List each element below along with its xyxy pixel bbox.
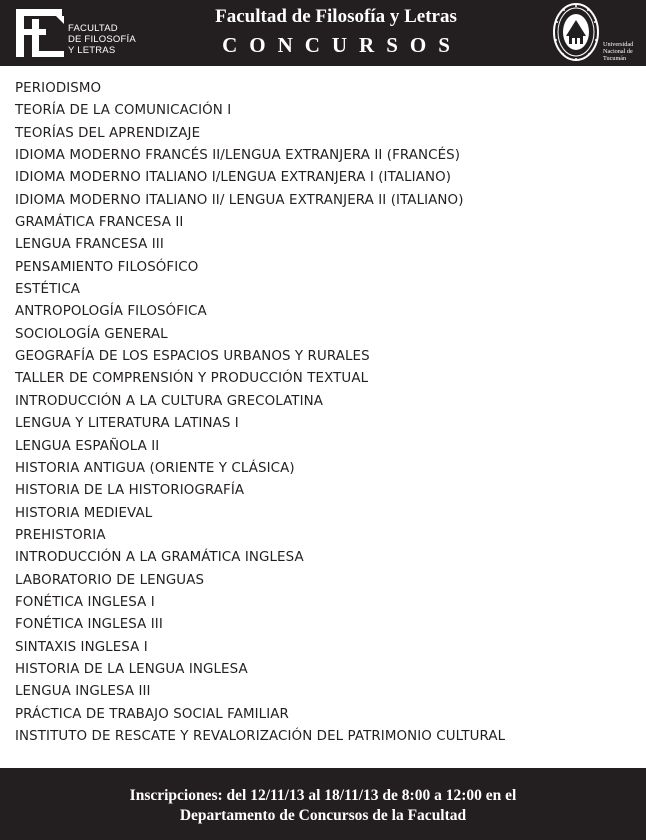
course-item: PENSAMIENTO FILOSÓFICO — [15, 259, 199, 275]
university-line: Nacional de — [603, 48, 633, 55]
course-item: SINTAXIS INGLESA I — [15, 639, 148, 655]
page-subtitle: CONCURSOS — [222, 33, 462, 57]
course-item: ESTÉTICA — [15, 282, 81, 298]
logo-line: DE FILOSOFÍA — [68, 34, 136, 45]
ffyl-logo-icon — [12, 5, 68, 61]
course-item: LENGUA FRANCESA III — [15, 237, 164, 253]
course-item: LENGUA INGLESA III — [15, 684, 151, 700]
course-item: HISTORIA MEDIEVAL — [15, 505, 153, 521]
course-item: GRAMÁTICA FRANCESA II — [15, 215, 184, 231]
course-item: FONÉTICA INGLESA III — [15, 617, 163, 633]
course-item: TALLER DE COMPRENSIÓN Y PRODUCCIÓN TEXTUAL — [15, 371, 369, 387]
university-seal-icon — [552, 2, 600, 62]
university-name — [603, 41, 645, 62]
registration-dates: Inscripciones: del 12/11/13 al 18/11/13 de 8:00 a 12:00 en el — [129, 787, 517, 804]
course-item: LENGUA ESPAÑOLA II — [15, 438, 160, 454]
course-item: PREHISTORIA — [15, 527, 106, 543]
course-item: SOCIOLOGÍA GENERAL — [15, 326, 168, 342]
faculty-logo-text — [68, 23, 136, 56]
course-item: INTRODUCCIÓN A LA CULTURA GRECOLATINA — [15, 393, 324, 409]
footer-band — [0, 768, 646, 840]
course-list — [15, 78, 505, 748]
logo-line: FACULTAD — [68, 23, 118, 34]
header-band — [0, 0, 646, 66]
course-item: GEOGRAFÍA DE LOS ESPACIOS URBANOS Y RURALES — [15, 349, 370, 365]
course-item: HISTORIA ANTIGUA (ORIENTE Y CLÁSICA) — [15, 460, 295, 476]
course-item: PRÁCTICA DE TRABAJO SOCIAL FAMILIAR — [15, 706, 289, 722]
university-line: Universidad — [603, 41, 634, 48]
course-item: IDIOMA MODERNO FRANCÉS II/LENGUA EXTRANJERA II (FRANCÉS) — [15, 148, 461, 164]
course-item: INTRODUCCIÓN A LA GRAMÁTICA INGLESA — [15, 550, 304, 566]
page-title: Facultad de Filosofía y Letras — [215, 6, 457, 27]
course-item: INSTITUTO DE RESCATE Y REVALORIZACIÓN DEL PATRIMONIO CULTURAL — [15, 728, 506, 744]
course-item: FONÉTICA INGLESA I — [15, 594, 155, 610]
university-line: Tucumán — [603, 55, 627, 62]
course-item: HISTORIA DE LA LENGUA INGLESA — [15, 661, 248, 677]
course-item: TEORÍAS DEL APRENDIZAJE — [15, 125, 201, 141]
course-item: HISTORIA DE LA HISTORIOGRAFÍA — [15, 483, 245, 499]
course-item: IDIOMA MODERNO ITALIANO I/LENGUA EXTRANJERA I (ITALIANO) — [15, 170, 452, 186]
registration-location: Departamento de Concursos de la Facultad — [179, 807, 467, 824]
course-item: ANTROPOLOGÍA FILOSÓFICA — [15, 304, 207, 320]
course-item: PERIODISMO — [15, 81, 102, 96]
course-item: LABORATORIO DE LENGUAS — [15, 572, 205, 588]
course-item: IDIOMA MODERNO ITALIANO II/ LENGUA EXTRANJERA II (ITALIANO) — [15, 192, 464, 208]
logo-line: Y LETRAS — [68, 45, 116, 56]
course-item: TEORÍA DE LA COMUNICACIÓN I — [15, 103, 232, 119]
course-item: LENGUA Y LITERATURA LATINAS I — [15, 416, 239, 432]
